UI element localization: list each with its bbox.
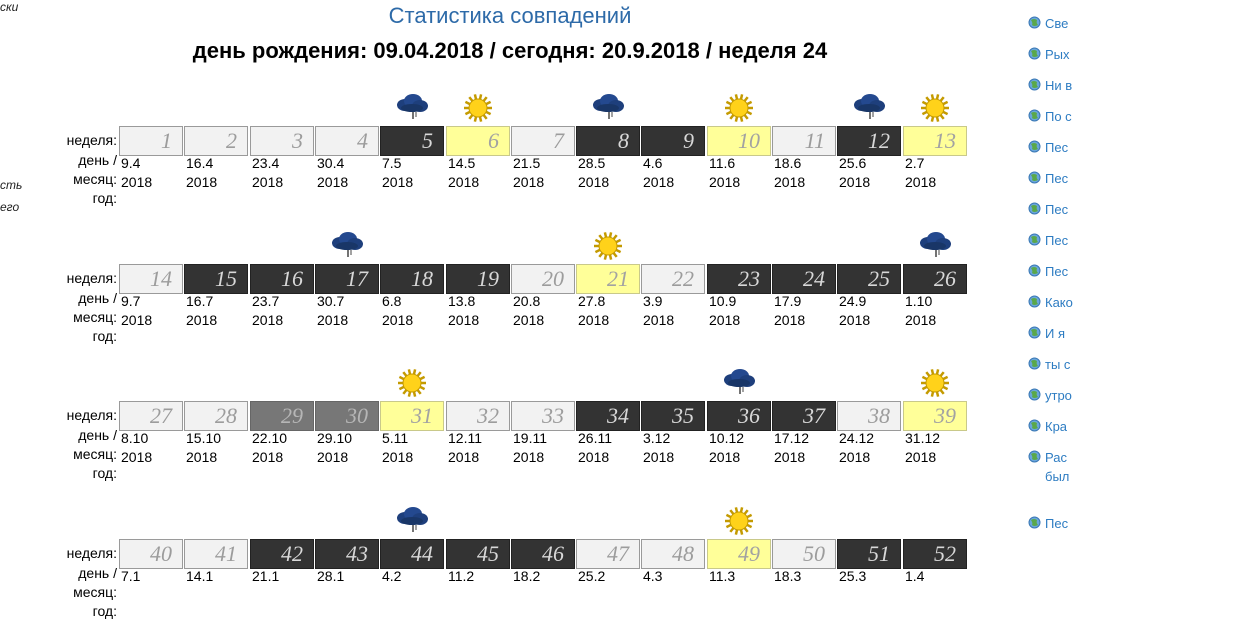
day-label: день / xyxy=(78,427,117,443)
week-block xyxy=(0,90,1000,215)
date-column xyxy=(252,567,316,586)
sidebar-link-label: утро xyxy=(1045,388,1072,404)
globe-icon xyxy=(1028,450,1041,466)
date-column xyxy=(186,567,250,586)
date-column xyxy=(513,154,577,192)
sidebar-links xyxy=(1028,0,1073,600)
date-column xyxy=(578,154,642,192)
week-cell: 21 xyxy=(576,264,640,294)
year-value: 2018 xyxy=(252,449,284,465)
week-cell: 20 xyxy=(511,264,575,294)
week-cell: 46 xyxy=(511,539,575,569)
sidebar-link[interactable] xyxy=(1028,356,1228,373)
day-month-value: 23.7 xyxy=(252,293,280,309)
cloud-icon xyxy=(393,92,431,124)
sidebar-link-label: И я xyxy=(1045,326,1065,342)
week-cell: 36 xyxy=(707,401,771,431)
week-cell: 38 xyxy=(837,401,901,431)
year-value: 2018 xyxy=(382,312,414,328)
left-note: сть xyxy=(0,178,23,192)
year-value: 2018 xyxy=(382,449,414,465)
year-value: 2018 xyxy=(448,174,480,190)
sidebar-link[interactable] xyxy=(1045,468,1245,484)
year-value: 2018 xyxy=(839,312,871,328)
day-month-value: 6.8 xyxy=(382,293,402,309)
date-column xyxy=(578,292,642,330)
year-value: 2018 xyxy=(905,312,937,328)
week-block xyxy=(0,365,1000,490)
week-cell: 23 xyxy=(707,264,771,294)
day-label: день / xyxy=(78,565,117,581)
year-label: год: xyxy=(92,603,117,619)
month-label: месяц: xyxy=(73,446,117,462)
date-column xyxy=(121,292,185,330)
globe-icon xyxy=(1028,264,1041,280)
day-month-value: 10.9 xyxy=(709,293,737,309)
week-cell: 51 xyxy=(837,539,901,569)
day-month-value: 7.5 xyxy=(382,155,402,171)
globe-icon xyxy=(1028,78,1041,94)
globe-icon xyxy=(1028,357,1041,373)
globe-icon xyxy=(1028,295,1041,311)
sidebar-link-label: Пес xyxy=(1045,202,1069,218)
day-month-value: 16.4 xyxy=(186,155,214,171)
date-column xyxy=(186,292,250,330)
globe-icon xyxy=(1028,47,1041,63)
day-month-value: 25.3 xyxy=(839,568,867,584)
year-value: 2018 xyxy=(121,449,153,465)
sun-icon xyxy=(459,92,497,124)
sidebar-link-label: Рас xyxy=(1045,450,1067,466)
page-subtitle: день рождения: 09.04.2018 / сегодня: 20.9.2018 / неделя 24 xyxy=(192,38,828,63)
left-note: его xyxy=(0,200,20,214)
globe-icon xyxy=(1028,202,1041,218)
day-month-value: 16.7 xyxy=(186,293,214,309)
date-column xyxy=(905,154,969,192)
day-month-value: 17.9 xyxy=(774,293,802,309)
sidebar-link[interactable] xyxy=(1028,387,1228,404)
sidebar-link[interactable] xyxy=(1028,232,1228,249)
week-cell: 31 xyxy=(380,401,444,431)
day-month-value: 12.11 xyxy=(448,430,482,446)
week-cell: 26 xyxy=(903,264,967,294)
week-cell: 44 xyxy=(380,539,444,569)
sidebar-link-label: Како xyxy=(1045,295,1073,311)
globe-icon xyxy=(1028,516,1041,532)
date-column xyxy=(448,154,512,192)
day-month-value: 18.6 xyxy=(774,155,802,171)
sun-icon xyxy=(720,92,758,124)
sun-icon xyxy=(589,230,627,262)
page-title: Статистика совпадений xyxy=(388,3,632,28)
day-month-value: 27.8 xyxy=(578,293,606,309)
date-column xyxy=(905,567,969,586)
date-column xyxy=(774,154,838,192)
week-cell: 1 xyxy=(119,126,183,156)
week-cell: 17 xyxy=(315,264,379,294)
week-cell: 19 xyxy=(446,264,510,294)
year-value: 2018 xyxy=(643,174,675,190)
month-label: месяц: xyxy=(73,171,117,187)
day-month-value: 14.5 xyxy=(448,155,476,171)
globe-icon xyxy=(1028,233,1041,249)
day-month-value: 17.12 xyxy=(774,430,810,446)
week-cell: 3 xyxy=(250,126,314,156)
date-column xyxy=(643,154,707,192)
day-month-value: 10.12 xyxy=(709,430,745,446)
year-value: 2018 xyxy=(643,449,675,465)
date-column xyxy=(448,567,512,586)
sidebar-link-label: Ни в xyxy=(1045,78,1073,94)
week-cell: 48 xyxy=(641,539,705,569)
sidebar-link[interactable] xyxy=(1028,418,1228,435)
date-column xyxy=(317,429,381,467)
day-month-value: 2.7 xyxy=(905,155,925,171)
year-value: 2018 xyxy=(774,174,806,190)
year-value: 2018 xyxy=(121,174,153,190)
cloud-icon xyxy=(393,505,431,537)
day-month-value: 4.3 xyxy=(643,568,663,584)
day-month-value: 19.11 xyxy=(513,430,547,446)
week-label: неделя: xyxy=(66,132,117,148)
sidebar-link-label: По с xyxy=(1045,109,1072,125)
week-cell: 49 xyxy=(707,539,771,569)
week-cell: 30 xyxy=(315,401,379,431)
week-cell: 14 xyxy=(119,264,183,294)
week-cell: 15 xyxy=(184,264,248,294)
date-column xyxy=(513,292,577,330)
date-column xyxy=(905,292,969,330)
year-value: 2018 xyxy=(186,449,218,465)
sun-icon xyxy=(916,367,954,399)
date-column xyxy=(121,154,185,192)
year-label: год: xyxy=(92,190,117,206)
year-value: 2018 xyxy=(252,312,284,328)
globe-icon xyxy=(1028,388,1041,404)
globe-icon xyxy=(1028,109,1041,125)
week-cell: 22 xyxy=(641,264,705,294)
sidebar-link-label: Пес xyxy=(1045,233,1069,249)
globe-icon xyxy=(1028,140,1041,156)
year-label: год: xyxy=(92,328,117,344)
year-value: 2018 xyxy=(905,449,937,465)
date-column xyxy=(317,154,381,192)
week-cell: 2 xyxy=(184,126,248,156)
globe-icon xyxy=(1028,16,1041,32)
month-label: месяц: xyxy=(73,584,117,600)
cloud-icon xyxy=(720,367,758,399)
date-column xyxy=(382,429,446,467)
date-column xyxy=(643,429,707,467)
day-month-value: 25.6 xyxy=(839,155,867,171)
year-value: 2018 xyxy=(839,449,871,465)
week-cell: 6 xyxy=(446,126,510,156)
week-cell: 40 xyxy=(119,539,183,569)
year-label: год: xyxy=(92,465,117,481)
year-value: 2018 xyxy=(317,174,349,190)
week-label: неделя: xyxy=(66,270,117,286)
date-column xyxy=(448,429,512,467)
year-value: 2018 xyxy=(317,449,349,465)
week-cell: 18 xyxy=(380,264,444,294)
cloud-icon xyxy=(589,92,627,124)
week-cell: 12 xyxy=(837,126,901,156)
week-cell: 27 xyxy=(119,401,183,431)
date-column xyxy=(839,567,903,586)
week-cell: 8 xyxy=(576,126,640,156)
week-block xyxy=(0,228,1000,353)
week-block xyxy=(0,503,1000,628)
week-cell: 35 xyxy=(641,401,705,431)
week-cell: 42 xyxy=(250,539,314,569)
sidebar-link-label: Рых xyxy=(1045,47,1070,63)
day-month-value: 22.10 xyxy=(252,430,288,446)
day-month-value: 18.2 xyxy=(513,568,541,584)
year-value: 2018 xyxy=(774,449,806,465)
sidebar-link-label: Пес xyxy=(1045,171,1069,187)
day-month-value: 28.1 xyxy=(317,568,345,584)
day-month-value: 21.1 xyxy=(252,568,280,584)
week-cell: 25 xyxy=(837,264,901,294)
year-value: 2018 xyxy=(578,449,610,465)
date-column xyxy=(774,567,838,586)
date-column xyxy=(252,292,316,330)
date-column xyxy=(513,567,577,586)
sidebar-link-label: ты с xyxy=(1045,357,1071,373)
date-column xyxy=(709,567,773,586)
week-cell: 43 xyxy=(315,539,379,569)
sidebar-link[interactable] xyxy=(1028,77,1228,94)
week-cell: 11 xyxy=(772,126,836,156)
day-month-value: 7.1 xyxy=(121,568,141,584)
sidebar-link[interactable] xyxy=(1028,515,1228,532)
sidebar-link[interactable] xyxy=(1028,325,1228,342)
sidebar-link[interactable] xyxy=(1028,15,1228,32)
sidebar-link-label: Кра xyxy=(1045,419,1068,435)
sidebar-link[interactable] xyxy=(1028,294,1228,311)
day-month-value: 3.9 xyxy=(643,293,663,309)
day-month-value: 15.10 xyxy=(186,430,222,446)
globe-icon xyxy=(1028,326,1041,342)
date-column xyxy=(382,567,446,586)
week-cell: 10 xyxy=(707,126,771,156)
day-month-value: 1.10 xyxy=(905,293,933,309)
day-month-value: 9.4 xyxy=(121,155,141,171)
sun-icon xyxy=(916,92,954,124)
date-column xyxy=(382,154,446,192)
date-column xyxy=(252,429,316,467)
week-cell: 13 xyxy=(903,126,967,156)
date-column xyxy=(905,429,969,467)
week-cell: 32 xyxy=(446,401,510,431)
date-column xyxy=(382,292,446,330)
date-column xyxy=(774,429,838,467)
date-column xyxy=(774,292,838,330)
cloud-icon xyxy=(916,230,954,262)
day-month-value: 31.12 xyxy=(905,430,941,446)
cloud-icon xyxy=(850,92,888,124)
date-column xyxy=(839,429,903,467)
sidebar-link[interactable] xyxy=(1028,449,1228,466)
date-column xyxy=(839,292,903,330)
day-month-value: 29.10 xyxy=(317,430,353,446)
date-column xyxy=(121,429,185,467)
date-column xyxy=(578,567,642,586)
year-value: 2018 xyxy=(578,174,610,190)
date-column xyxy=(186,429,250,467)
day-month-value: 24.12 xyxy=(839,430,875,446)
year-value: 2018 xyxy=(709,312,741,328)
month-label: месяц: xyxy=(73,309,117,325)
day-month-value: 3.12 xyxy=(643,430,671,446)
day-label: день / xyxy=(78,152,117,168)
day-month-value: 11.3 xyxy=(709,568,736,584)
day-month-value: 1.4 xyxy=(905,568,925,584)
date-column xyxy=(317,292,381,330)
day-month-value: 20.8 xyxy=(513,293,541,309)
date-column xyxy=(448,292,512,330)
week-cell: 29 xyxy=(250,401,314,431)
sun-icon xyxy=(720,505,758,537)
left-note: ски xyxy=(0,0,19,14)
week-cell: 45 xyxy=(446,539,510,569)
sun-icon xyxy=(393,367,431,399)
year-value: 2018 xyxy=(121,312,153,328)
week-cell: 4 xyxy=(315,126,379,156)
week-cell: 37 xyxy=(772,401,836,431)
year-value: 2018 xyxy=(643,312,675,328)
day-month-value: 30.7 xyxy=(317,293,345,309)
date-column xyxy=(709,154,773,192)
date-column xyxy=(186,154,250,192)
sidebar-link[interactable] xyxy=(1028,46,1228,63)
sidebar-link-label: Све xyxy=(1045,16,1069,32)
day-month-value: 11.6 xyxy=(709,155,736,171)
day-label: день / xyxy=(78,290,117,306)
day-month-value: 28.5 xyxy=(578,155,606,171)
globe-icon xyxy=(1028,419,1041,435)
week-cell: 7 xyxy=(511,126,575,156)
year-value: 2018 xyxy=(382,174,414,190)
sidebar-link[interactable] xyxy=(1028,139,1228,156)
year-value: 2018 xyxy=(186,174,218,190)
date-column xyxy=(709,429,773,467)
day-month-value: 8.10 xyxy=(121,430,149,446)
day-month-value: 13.8 xyxy=(448,293,476,309)
date-column xyxy=(252,154,316,192)
day-month-value: 14.1 xyxy=(186,568,214,584)
year-value: 2018 xyxy=(186,312,218,328)
year-value: 2018 xyxy=(448,312,480,328)
day-month-value: 4.6 xyxy=(643,155,663,171)
year-value: 2018 xyxy=(513,312,545,328)
year-value: 2018 xyxy=(513,449,545,465)
week-cell: 47 xyxy=(576,539,640,569)
sidebar-link[interactable] xyxy=(1028,170,1228,187)
year-value: 2018 xyxy=(839,174,871,190)
year-value: 2018 xyxy=(448,449,480,465)
date-column xyxy=(317,567,381,586)
week-cell: 16 xyxy=(250,264,314,294)
week-cell: 50 xyxy=(772,539,836,569)
week-cell: 9 xyxy=(641,126,705,156)
day-month-value: 18.3 xyxy=(774,568,802,584)
week-label: неделя: xyxy=(66,545,117,561)
day-month-value: 26.11 xyxy=(578,430,612,446)
sidebar-link-label: Пес xyxy=(1045,516,1069,532)
day-month-value: 4.2 xyxy=(382,568,402,584)
date-column xyxy=(643,292,707,330)
date-column xyxy=(513,429,577,467)
day-month-value: 21.5 xyxy=(513,155,541,171)
cloud-icon xyxy=(328,230,366,262)
year-value: 2018 xyxy=(252,174,284,190)
sidebar-link-label: Пес xyxy=(1045,140,1069,156)
day-month-value: 30.4 xyxy=(317,155,345,171)
sidebar-link[interactable] xyxy=(1028,108,1228,125)
week-cell: 39 xyxy=(903,401,967,431)
globe-icon xyxy=(1028,171,1041,187)
date-column xyxy=(643,567,707,586)
sidebar-link[interactable] xyxy=(1028,201,1228,218)
day-month-value: 25.2 xyxy=(578,568,606,584)
day-month-value: 23.4 xyxy=(252,155,280,171)
date-column xyxy=(709,292,773,330)
week-cell: 34 xyxy=(576,401,640,431)
year-value: 2018 xyxy=(317,312,349,328)
week-cell: 5 xyxy=(380,126,444,156)
week-label: неделя: xyxy=(66,407,117,423)
date-column xyxy=(121,567,185,586)
date-column xyxy=(839,154,903,192)
year-value: 2018 xyxy=(709,174,741,190)
year-value: 2018 xyxy=(905,174,937,190)
day-month-value: 24.9 xyxy=(839,293,867,309)
year-value: 2018 xyxy=(709,449,741,465)
week-cell: 41 xyxy=(184,539,248,569)
sidebar-link-label: Пес xyxy=(1045,264,1069,280)
week-cell: 33 xyxy=(511,401,575,431)
week-cell: 24 xyxy=(772,264,836,294)
year-value: 2018 xyxy=(774,312,806,328)
date-column xyxy=(578,429,642,467)
week-cell: 28 xyxy=(184,401,248,431)
day-month-value: 9.7 xyxy=(121,293,141,309)
sidebar-link[interactable] xyxy=(1028,263,1228,280)
year-value: 2018 xyxy=(578,312,610,328)
week-cell: 52 xyxy=(903,539,967,569)
day-month-value: 5.11 xyxy=(382,430,409,446)
sidebar-link-label: был xyxy=(1045,469,1070,485)
year-value: 2018 xyxy=(513,174,545,190)
day-month-value: 11.2 xyxy=(448,568,475,584)
